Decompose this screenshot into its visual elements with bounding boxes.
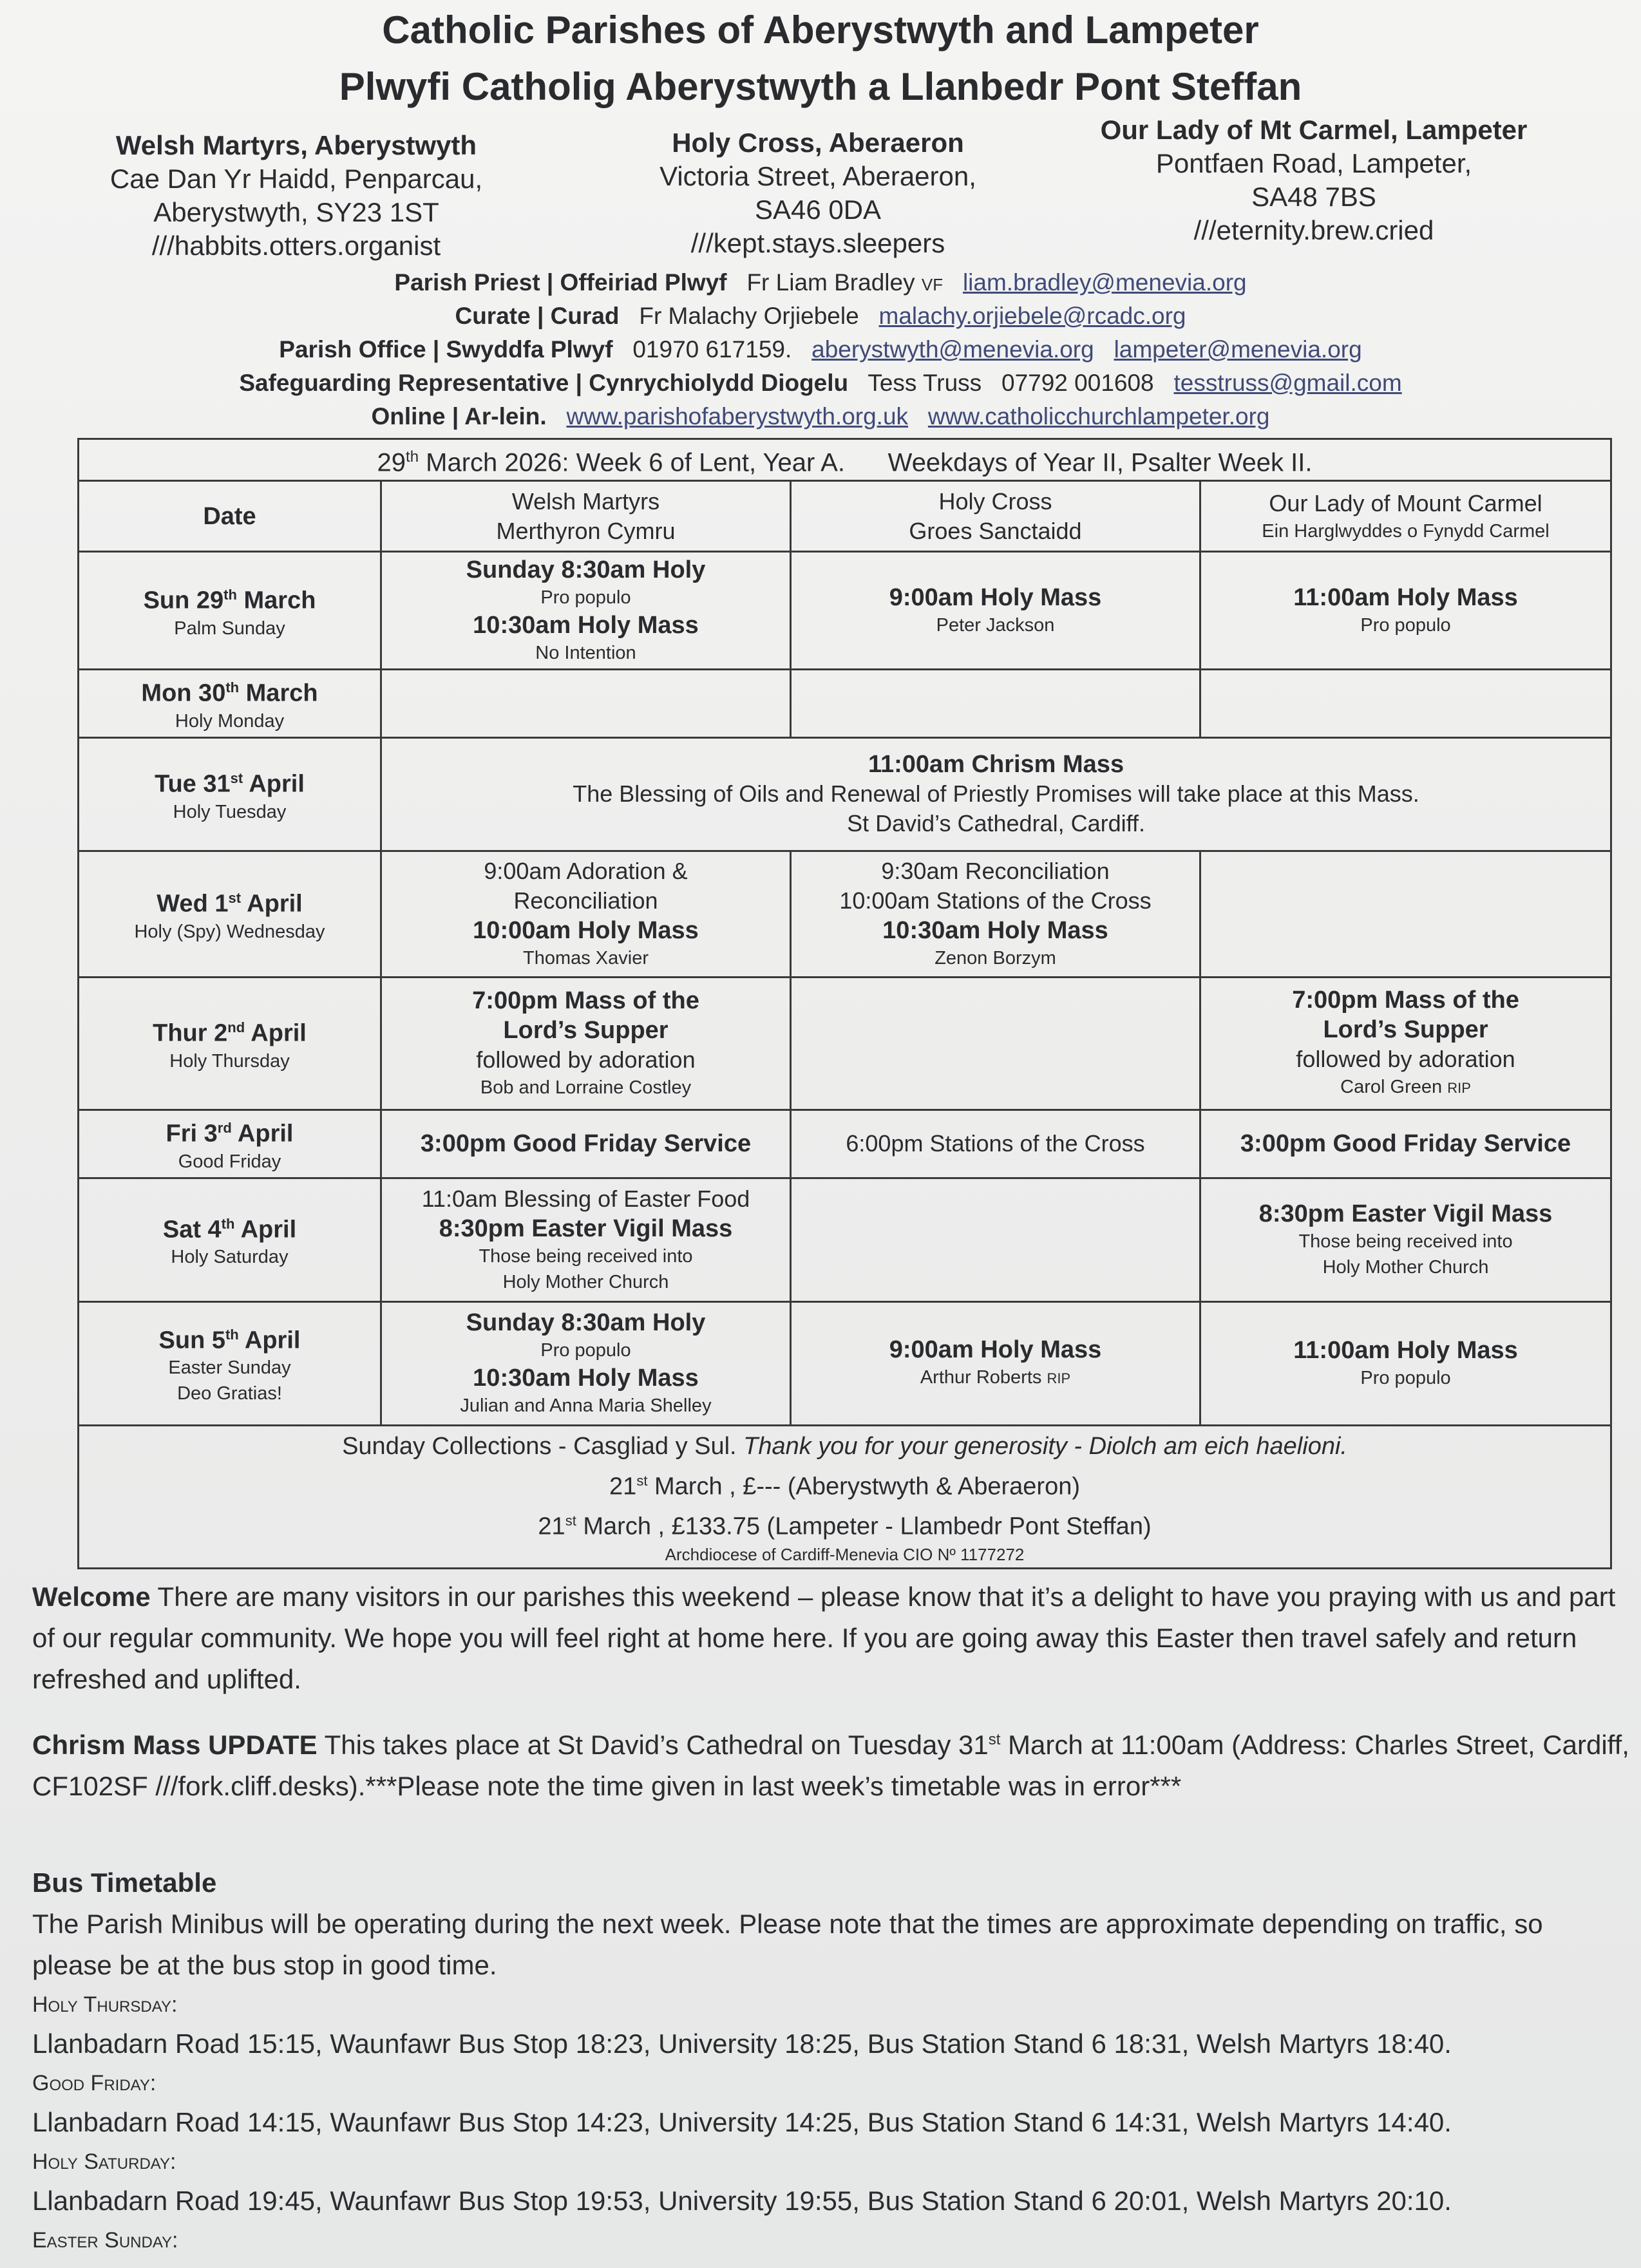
bus-day-good-friday: Good Friday: <box>32 2071 157 2095</box>
date-cell: Sun 29th March Palm Sunday <box>79 552 381 670</box>
date-cell: Sat 4th April Holy Saturday <box>79 1178 381 1301</box>
date-cell: Fri 3rd April Good Friday <box>79 1110 381 1178</box>
church-welsh-martyrs <box>97 129 496 263</box>
bus-route-holy-thursday: Llanbadarn Road 15:15, Waunfawr Bus Stop 18:23, University 18:25, Bus Station Stand 6 18:31, Welsh Martyrs 18:40. <box>32 2028 1452 2059</box>
row-wed-1-april <box>79 851 1611 977</box>
holy-cross-cell: 9:30am Reconciliation 10:00am Stations of the Cross 10:30am Holy Mass Zenon Borzym <box>791 851 1200 977</box>
bus-day-holy-saturday: Holy Saturday: <box>32 2150 176 2174</box>
bus-day-holy-thursday: Holy Thursday: <box>32 1992 178 2017</box>
our-lady-cell: 7:00pm Mass of the Lord’s Supper followed by adoration Carol Green RIP <box>1200 977 1611 1110</box>
row-fri-3-april <box>79 1110 1611 1178</box>
date-cell: Tue 31st April Holy Tuesday <box>79 737 381 851</box>
row-tue-31-april <box>79 737 1611 851</box>
chrism-mass-cell: 11:00am Chrism Mass The Blessing of Oils and Renewal of Priestly Promises will take place at this Mass. St David’s Cathedral, Cardiff. <box>381 737 1611 851</box>
date-cell: Sun 5th April Easter Sunday Deo Gratias! <box>79 1301 381 1425</box>
church-address-line2: SA48 7BS <box>1251 182 1376 212</box>
church-holy-cross <box>618 126 1018 260</box>
mass-timetable <box>77 438 1612 1569</box>
welcome-paragraph: Welcome There are many visitors in our parishes this weekend – please know that it’s a delight to have you praying with us and part of our regular community. We hope you will feel right at home here. If you are going away this Easter then travel safely and return refreshed and uplifted. <box>32 1582 1616 1694</box>
title-english: Catholic Parishes of Aberystwyth and Lampeter <box>382 8 1259 52</box>
row-thur-2-april <box>79 977 1611 1110</box>
welsh-martyrs-cell: 11:0am Blessing of Easter Food 8:30pm Easter Vigil Mass Those being received into Holy Mother Church <box>381 1178 791 1301</box>
our-lady-cell: 8:30pm Easter Vigil Mass Those being received into Holy Mother Church <box>1200 1178 1611 1301</box>
bus-timetable-section <box>32 1862 1629 2259</box>
holy-cross-cell: 9:00am Holy Mass Arthur Roberts RIP <box>791 1301 1200 1425</box>
header-welsh-martyrs: Welsh Martyrs Merthyron Cymru <box>381 481 791 552</box>
church-what3words: ///kept.stays.sleepers <box>690 228 945 258</box>
our-lady-cell: 11:00am Holy Mass Pro populo <box>1200 1301 1611 1425</box>
welsh-martyrs-cell: Sunday 8:30am Holy Pro populo 10:30am Holy Mass No Intention <box>381 552 791 670</box>
office-email-lampeter[interactable]: lampeter@menevia.org <box>1114 336 1362 363</box>
welsh-martyrs-cell: Sunday 8:30am Holy Pro populo 10:30am Holy Mass Julian and Anna Maria Shelley <box>381 1301 791 1425</box>
church-name: Holy Cross, Aberaeron <box>672 128 964 158</box>
priest-email-link[interactable]: liam.bradley@menevia.org <box>962 269 1247 296</box>
our-lady-cell: 3:00pm Good Friday Service <box>1200 1110 1611 1178</box>
holy-cross-cell <box>791 670 1200 738</box>
row-sun-5-april <box>79 1301 1611 1425</box>
church-what3words: ///eternity.brew.cried <box>1193 215 1434 245</box>
title-welsh: Plwyfi Catholig Aberystwyth a Llanbedr Pont Steffan <box>339 65 1302 108</box>
welsh-martyrs-cell <box>381 670 791 738</box>
welsh-martyrs-cell: 7:00pm Mass of the Lord’s Supper followed by adoration Bob and Lorraine Costley <box>381 977 791 1110</box>
church-address-line2: Aberystwyth, SY23 1ST <box>153 197 439 227</box>
holy-cross-cell: 6:00pm Stations of the Cross <box>791 1110 1200 1178</box>
chrism-update-paragraph: Chrism Mass UPDATE This takes place at St David’s Cathedral on Tuesday 31st March at 11:00am (Address: Charles Street, Cardiff, CF102SF ///fork.cliff.desks).***Please note the time given in last week’s timetable was in error*** <box>32 1730 1629 1801</box>
date-cell: Mon 30th March Holy Monday <box>79 670 381 738</box>
church-our-lady-mt-carmel <box>1069 113 1559 247</box>
header-holy-cross: Holy Cross Groes Sanctaidd <box>791 481 1200 552</box>
welsh-martyrs-cell: 9:00am Adoration & Reconciliation 10:00am Holy Mass Thomas Xavier <box>381 851 791 977</box>
contact-safeguarding: Safeguarding Representative | Cynrychiolydd Diogelu Tess Truss 07792 001608 tesstruss@gmail.com <box>239 370 1402 396</box>
contact-parish-priest: Parish Priest | Offeiriad Plwyf Fr Liam Bradley VF liam.bradley@menevia.org <box>394 269 1247 296</box>
row-mon-30-march <box>79 670 1611 738</box>
collections-cell: Sunday Collections - Casgliad y Sul. Thank you for your generosity - Diolch am eich haelioni. 21st March , £--- (Aberystwyth & Aberaeron) 21st March , £133.75 (Lampeter - Llambedr Pont Steffan) Archdiocese of Cardiff-Menevia CIO Nº 1177272 <box>79 1425 1611 1568</box>
bus-timetable-heading: Bus Timetable <box>32 1867 217 1898</box>
contact-parish-office: Parish Office | Swyddfa Plwyf 01970 617159. aberystwyth@menevia.org lampeter@menevia.org <box>279 336 1362 363</box>
office-email-aberystwyth[interactable]: aberystwyth@menevia.org <box>811 336 1094 363</box>
holy-cross-cell: 9:00am Holy Mass Peter Jackson <box>791 552 1200 670</box>
row-sat-4-april <box>79 1178 1611 1301</box>
timetable-heading-row <box>79 439 1611 481</box>
holy-cross-cell <box>791 977 1200 1110</box>
bus-route-holy-saturday: Llanbadarn Road 19:45, Waunfawr Bus Stop 19:53, University 19:55, Bus Station Stand 6 20:01, Welsh Martyrs 20:10. <box>32 2186 1452 2216</box>
curate-email-link[interactable]: malachy.orjiebele@rcadc.org <box>878 303 1186 329</box>
timetable-column-headers <box>79 481 1611 552</box>
date-cell: Wed 1st April Holy (Spy) Wednesday <box>79 851 381 977</box>
header-our-lady: Our Lady of Mount Carmel Ein Harglwyddes o Fynydd Carmel <box>1200 481 1611 552</box>
bus-intro: The Parish Minibus will be operating during the next week. Please note that the times are approximate depending on traffic, so please be at the bus stop in good time. <box>32 1909 1543 1980</box>
website-lampeter-link[interactable]: www.catholicchurchlampeter.org <box>927 403 1270 430</box>
holy-cross-cell <box>791 1178 1200 1301</box>
church-address-line1: Cae Dan Yr Haidd, Penparcau, <box>109 164 483 194</box>
date-cell: Thur 2nd April Holy Thursday <box>79 977 381 1110</box>
church-what3words: ///habbits.otters.organist <box>151 231 441 261</box>
header-date: Date <box>79 481 381 552</box>
contact-curate: Curate | Curad Fr Malachy Orjiebele malachy.orjiebele@rcadc.org <box>455 303 1186 329</box>
timetable-heading: 29th March 2026: Week 6 of Lent, Year A. Weekdays of Year II, Psalter Week II. <box>79 439 1611 481</box>
church-name: Welsh Martyrs, Aberystwyth <box>115 130 477 160</box>
bus-route-good-friday: Llanbadarn Road 14:15, Waunfawr Bus Stop 14:23, University 14:25, Bus Station Stand 6 14:31, Welsh Martyrs 14:40. <box>32 2107 1452 2137</box>
welsh-martyrs-cell: 3:00pm Good Friday Service <box>381 1110 791 1178</box>
website-aberystwyth-link[interactable]: www.parishofaberystwyth.org.uk <box>566 403 909 430</box>
church-address-line1: Victoria Street, Aberaeron, <box>659 161 976 191</box>
church-address-line2: SA46 0DA <box>754 194 882 225</box>
our-lady-cell <box>1200 670 1611 738</box>
church-address-line1: Pontfaen Road, Lampeter, <box>1155 148 1472 178</box>
our-lady-cell: 11:00am Holy Mass Pro populo <box>1200 552 1611 670</box>
our-lady-cell <box>1200 851 1611 977</box>
row-sun-29-march <box>79 552 1611 670</box>
church-name: Our Lady of Mt Carmel, Lampeter <box>1100 115 1528 145</box>
bus-day-easter-sunday: Easter Sunday: <box>32 2228 178 2253</box>
safeguarding-email-link[interactable]: tesstruss@gmail.com <box>1173 370 1402 396</box>
contact-online: Online | Ar-lein. www.parishofaberystwyth.org.uk www.catholicchurchlampeter.org <box>371 403 1270 430</box>
row-collections <box>79 1425 1611 1568</box>
